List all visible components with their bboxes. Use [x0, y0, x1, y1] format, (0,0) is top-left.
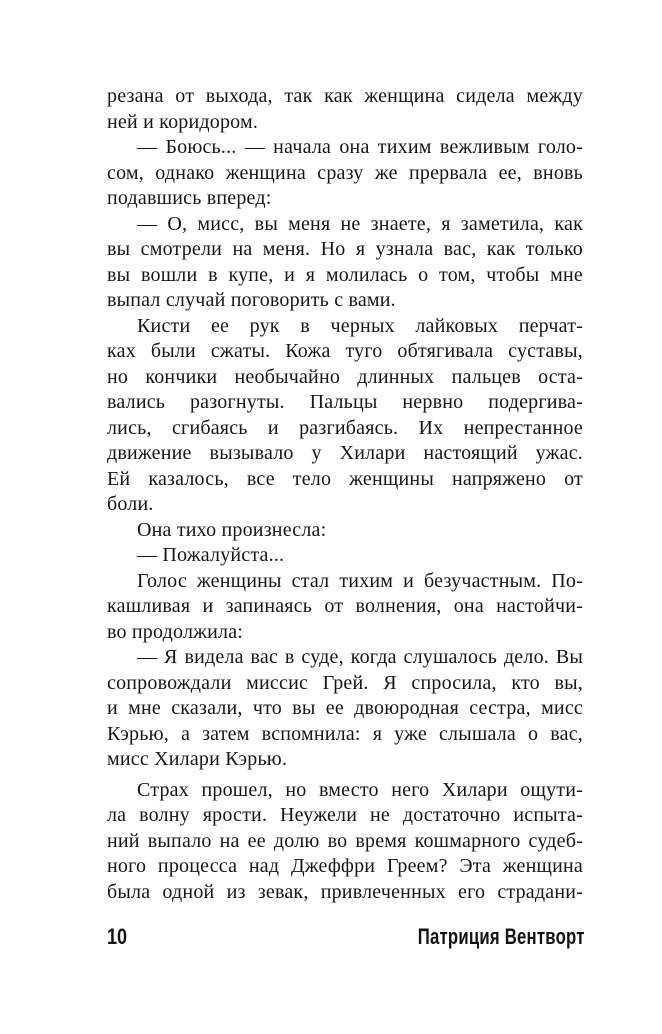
text-line: ного процесса над Джеффри Греем? Эта женщина: [107, 855, 583, 877]
text-line: — О, мисс, вы меня не знаете, я заметила, как: [137, 212, 583, 235]
text-line: Кисти ее рук в черных лайковых перчат-: [137, 314, 583, 337]
text-line: была одной из зевак, привлеченных его страдани-: [107, 880, 583, 903]
paragraph: [107, 543, 583, 569]
text-line: — Я видела вас в суде, когда слушалось дело. Вы: [137, 646, 583, 668]
text-line: мисс Хилари Кэрью.: [107, 748, 288, 770]
page-footer: [107, 922, 585, 948]
text-line: движение вызывало у Хилари настоящий ужас.: [107, 442, 583, 464]
paragraph: [107, 645, 583, 773]
text-line: выпал случай поговорить с вами.: [107, 289, 396, 311]
paragraph: [107, 569, 583, 646]
text-line: вались разогнуты. Пальцы нервно подергива-: [107, 391, 583, 413]
text-line: Она тихо произнесла:: [137, 518, 327, 541]
paragraph: [107, 518, 583, 544]
text-line: ний выпало на ее долю во время кошмарного судеб-: [107, 829, 583, 852]
page-body-text: [107, 84, 583, 905]
text-line: — Боюсь... — начала она тихим вежливым голо-: [137, 136, 583, 158]
paragraph: [107, 314, 583, 518]
text-line: ла волну ярости. Неужели не достаточно испыта-: [107, 804, 583, 826]
text-line: Страх прошел, но вместо него Хилари ощути-: [137, 778, 583, 801]
text-line: Ей казалось, все тело женщины напряжено от: [107, 467, 583, 490]
paragraph: [107, 778, 583, 906]
paragraph: [107, 212, 583, 314]
text-line: ней и коридором.: [107, 110, 259, 133]
text-line: сопровождали миссис Грей. Я спросила, кто вы,: [107, 671, 583, 694]
text-line: ках были сжаты. Кожа туго обтягивала суставы,: [107, 340, 583, 362]
text-line: вы смотрели на меня. Но я узнала вас, как только: [107, 238, 583, 260]
text-line: лись, сгибаясь и разгибаясь. Их непрестанное: [107, 416, 583, 439]
text-line: и мне сказали, что вы ее двоюродная сестра, мисс: [107, 697, 583, 719]
text-line: Голос женщины стал тихим и безучастным. По-: [137, 569, 583, 592]
text-line: резана от выхода, так как женщина сидела между: [107, 85, 583, 107]
paragraph: [107, 135, 583, 212]
text-line: но кончики необычайно длинных пальцев оста-: [107, 365, 583, 388]
running-footer-author: Патриция Вентворт: [418, 924, 585, 949]
text-line: во продолжила:: [107, 620, 244, 643]
text-line: Кэрью, а затем вспомнила: я уже слышала о вас,: [107, 722, 583, 745]
text-line: вы вошли в купе, и я молилась о том, чтобы мне: [107, 263, 583, 286]
text-line: сом, однако женщина сразу же прервала ее, вновь: [107, 161, 583, 184]
paragraph: [107, 84, 583, 135]
text-line: — Пожалуйста...: [137, 544, 285, 566]
text-line: кашливая и запинаясь от волнения, она настойчи-: [107, 595, 583, 617]
text-line: боли.: [107, 493, 154, 515]
text-line: подавшись вперед:: [107, 187, 272, 209]
page-number: 10: [107, 924, 128, 949]
